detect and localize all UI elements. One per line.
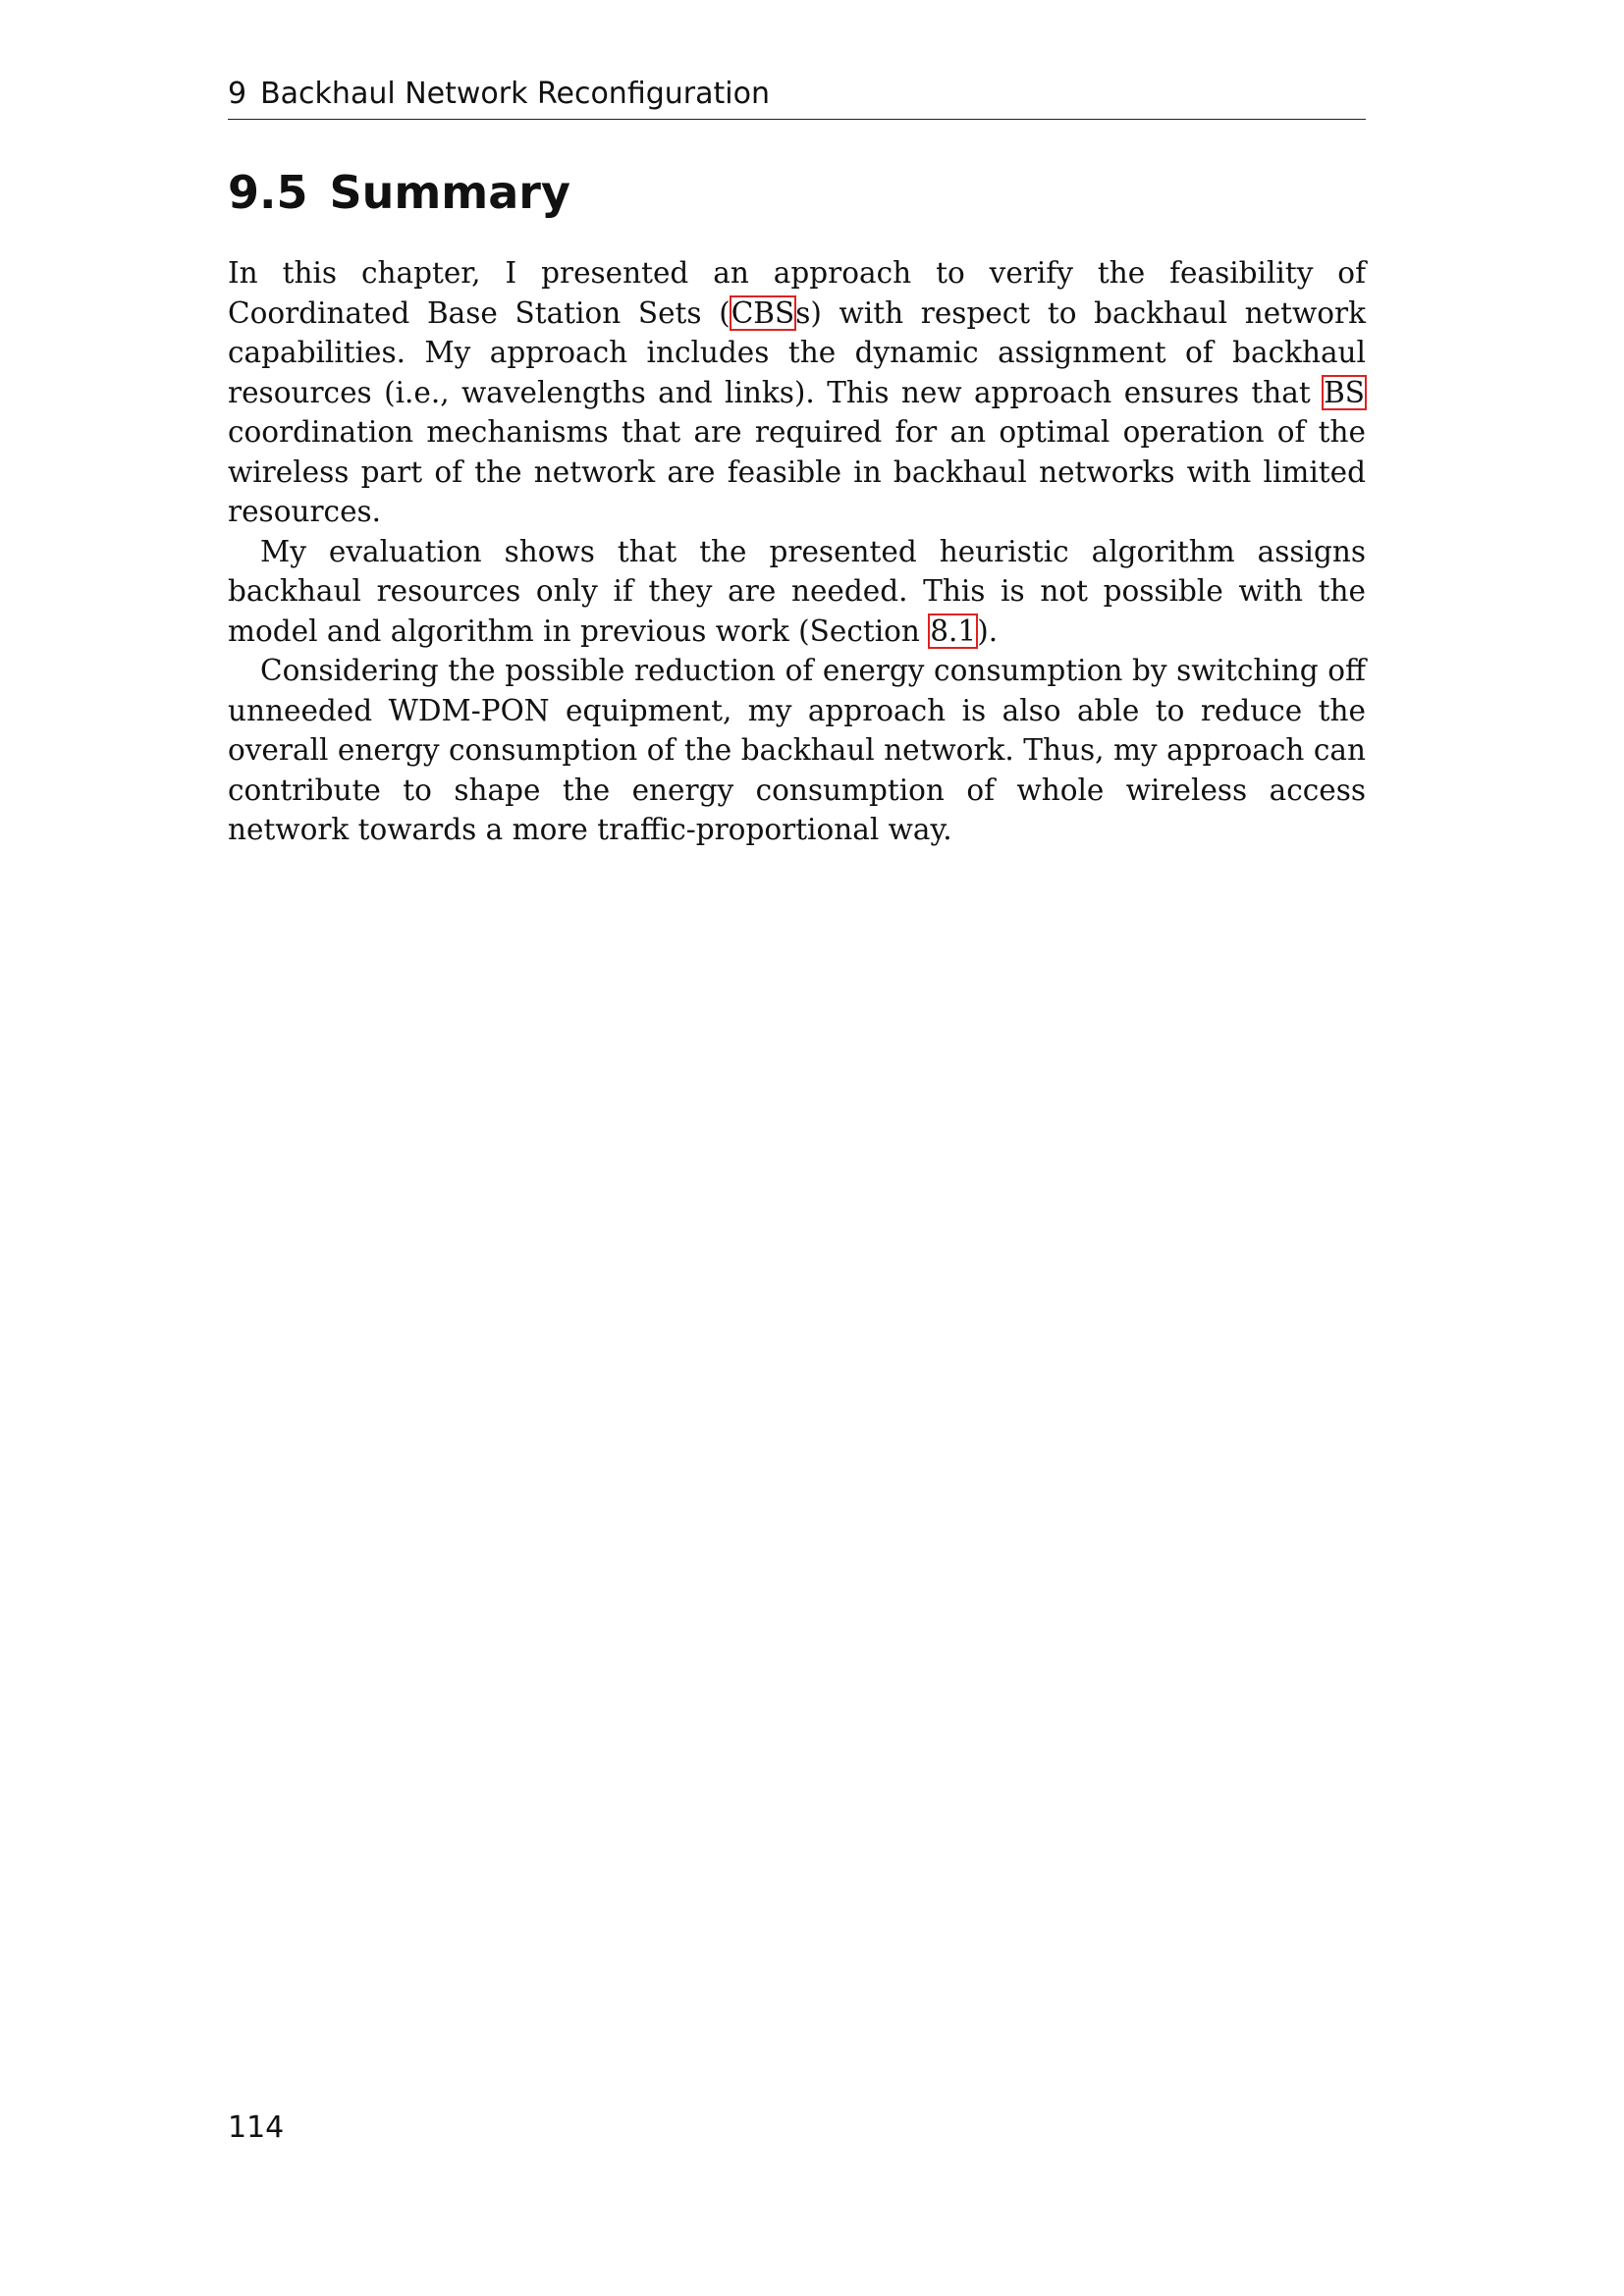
running-header [228,75,1366,120]
paragraph-3 [228,651,1366,850]
paragraph-1 [228,253,1366,532]
paragraph-2-text-a: My evaluation shows that the presented heuristic algorithm assigns backhaul resources only if they are needed. This is not possible with the model and algorithm in previous work (Section [228,534,1366,648]
section-reference-link[interactable]: 8.1 [930,614,977,648]
paragraph-3-text: Considering the possible reduction of energy consumption by switching off unneeded WDM-PON equipment, my approach is also able to reduce the overall energy consumption of the backhaul network. Thus, my approach can contribute to shape the energy consumption of whole wireless access network towards a more traffic-proportional way. [228,654,1366,846]
chapter-title: Backhaul Network Reconfiguration [260,77,770,111]
chapter-number: 9 [228,77,247,111]
acronym-link-bs[interactable]: BS [1324,375,1365,409]
paragraph-2 [228,532,1366,652]
acronym-link-cbs[interactable]: CBS [731,295,795,330]
section-heading [228,163,570,222]
paragraph-1-text-c: coordination mechanisms that are required for an optimal operation of the wireless part of the network are feasible in backhaul networks with limited resources. [228,415,1366,528]
page-number: 114 [228,2110,285,2145]
paragraph-2-text-b: ). [977,614,999,648]
section-title: Summary [329,166,570,219]
section-body [228,253,1366,850]
paragraph-1-text-b: s) with respect to backhaul network capabilities. My approach includes the dynamic assignment of backhaul resources (i.e., wavelengths and links). This new approach ensures that [228,295,1366,409]
paragraph-1-text-a: In this chapter, I presented an approach to verify the feasibility of Coordinated Base Station Sets ( [228,256,1366,330]
section-number: 9.5 [228,166,308,219]
